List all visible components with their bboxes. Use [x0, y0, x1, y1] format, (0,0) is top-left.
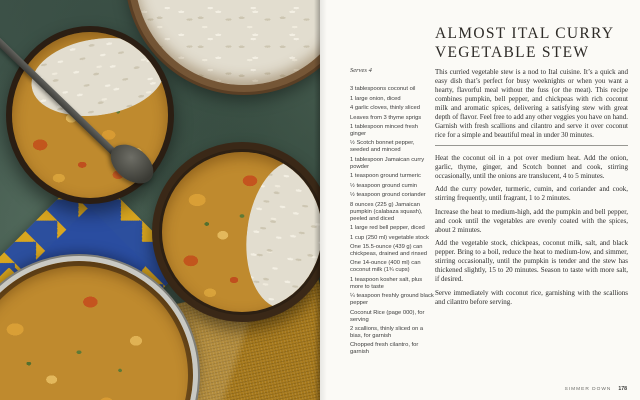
recipe-page	[320, 0, 640, 400]
curry-stew	[162, 152, 320, 312]
recipe-step: Heat the coconut oil in a pot over medium heat. Add the onion, garlic, thyme, ginger, and Scotch bonnet and cook, stirring occasionally, until the onions are translucent, 4 to 5 minutes.	[435, 153, 628, 180]
ingredient-item: Chopped fresh cilantro, for garnish	[350, 342, 419, 356]
ingredient-item: 1 large onion, diced	[350, 95, 401, 102]
ingredient-item: 3 tablespoons coconut oil	[350, 86, 416, 92]
ingredient-item: ½ Scotch bonnet pepper, seeded and minced	[350, 140, 415, 154]
recipe-title-line2: VEGETABLE STEW	[435, 44, 590, 61]
ingredient-item: ½ teaspoon ground cumin	[350, 182, 418, 189]
ingredient-item: ½ teaspoon ground coriander	[350, 192, 426, 199]
ingredient-item: 8 ounces (225 g) Jamaican pumpkin (calabaza squash), peeled and diced	[350, 201, 423, 222]
chapter-label: SIMMER DOWN	[564, 387, 612, 392]
rice-serving	[26, 32, 168, 125]
ingredient-item: ¼ teaspoon freshly ground black pepper	[350, 293, 434, 307]
ingredient-item: One 15.5-ounce (439 g) can chickpeas, drained and rinsed	[350, 244, 428, 257]
ingredient-item: 1 teaspoon kosher salt, plus more to taste	[350, 276, 423, 290]
recipe-body	[435, 68, 628, 311]
recipe-steps	[435, 154, 628, 307]
ingredient-item: 1 tablespoon minced fresh ginger	[350, 124, 418, 137]
ingredient-item: 1 cup (250 ml) vegetable stock	[350, 234, 429, 241]
ingredient-item: 4 garlic cloves, thinly sliced	[350, 105, 420, 111]
section-divider	[435, 145, 628, 146]
recipe-step: Serve immediately with coconut rice, garnishing with the scallions and cilantro before serving.	[435, 288, 628, 306]
ingredient-item: 2 scallions, thinly sliced on a bias, for garnish	[350, 326, 424, 339]
recipe-title	[435, 24, 614, 62]
ingredient-item: Leaves from 3 thyme sprigs	[350, 114, 422, 121]
page-footer	[565, 386, 627, 392]
recipe-step: Increase the heat to medium-high, add the pumpkin and bell pepper, and cook until the vegetables are evenly coated with the spices, about 2 minutes.	[435, 207, 628, 234]
rice-serving	[238, 155, 320, 312]
recipe-intro: This curried vegetable stew is a nod to Ital cuisine. It’s a quick and easy dish that’s perfect for busy weeknights or when you want a hearty, flavorful meal without the fuss (or the meat). This recipe combines pumpkin, bell pepper, and chickpeas with rich coconut milk and aromatic spices, delivering a satisfying stew with great depth of flavor. Feel free to add any other veggies you have on hand. Garnish with fresh scallions and cilantro and serve it over coconut rice for a simple and beautiful meal in under 30 minutes.	[435, 68, 628, 139]
page-number: 178	[618, 386, 627, 392]
ingredient-item: Coconut Rice (page 000), for serving	[350, 309, 425, 323]
recipe-step: Add the curry powder, turmeric, cumin, and coriander and cook, stirring frequently, until fragrant, 1 to 2 minutes.	[435, 185, 628, 202]
stew-bowl-center	[152, 142, 320, 322]
serves-note: Serves 4	[350, 67, 372, 74]
recipe-title-line1: ALMOST ITAL CURRY	[435, 25, 615, 42]
ingredient-item: One 14-ounce (400 ml) can coconut milk (1¾ cups)	[350, 260, 421, 274]
ingredient-item: 1 teaspoon ground turmeric	[350, 173, 421, 180]
ingredient-item: 1 large red bell pepper, diced	[350, 225, 425, 232]
ingredients-list	[350, 86, 434, 359]
ingredient-item: 1 tablespoon Jamaican curry powder	[350, 156, 425, 170]
recipe-step: Add the vegetable stock, chickpeas, coconut milk, salt, and black pepper. Bring to a boil, reduce the heat to medium-low, and simmer, stirring occasionally, until the pumpkin is tender and the stew has thickened slightly, 15 to 20 minutes. Season to taste with more salt, if desired.	[435, 239, 628, 283]
